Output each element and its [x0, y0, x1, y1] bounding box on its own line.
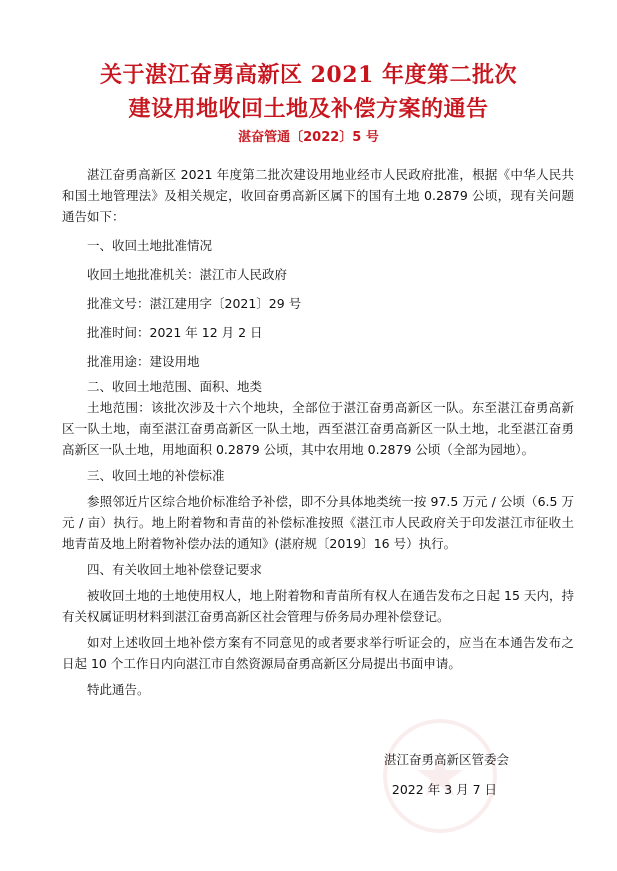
title-line-2: 建设用地收回土地及补偿方案的通告	[128, 96, 489, 122]
title-line-1: 关于湛江奋勇高新区 2021 年度第二批次	[99, 62, 518, 88]
document-number: 湛奋管通〔2022〕5 号	[238, 130, 379, 145]
section-4-heading: 四、有关收回土地补偿登记要求	[87, 562, 263, 577]
issuing-organization: 湛江奋勇高新区管委会	[383, 752, 509, 767]
section-3-body: 参照邻近片区综合地价标准给予补偿，即不分具体地类统一按 97.5 万元 / 公顷（6.5 万元 / 亩）执行。地上附着物和青苗的补偿标准按照《湛江市人民政府关于印发湛江市征收土地青苗及地上附着物补偿办法的通知》(湛府规〔2019〕16 号）执行。	[62, 494, 574, 551]
document-body	[62, 164, 574, 700]
approval-time: 批准时间：2021 年 12 月 2 日	[87, 325, 263, 340]
approval-authority: 收回土地批准机关：湛江市人民政府	[87, 267, 288, 282]
section-3-heading: 三、收回土地的补偿标准	[87, 468, 225, 483]
section-2-body: 土地范围：该批次涉及十六个地块，全部位于湛江奋勇高新区一队。东至湛江奋勇高新区一队土地，南至湛江奋勇高新区一队土地，西至湛江奋勇高新区一队土地，北至湛江奋勇高新区一队土地，用地面积 0.2879 公顷，其中农用地 0.2879 公顷（全部为园地）。	[62, 400, 574, 457]
closing-line: 特此通告。	[87, 682, 150, 697]
section-4-body-1: 被收回土地的土地使用权人，地上附着物和青苗所有权人在通告发布之日起 15 天内，持有关权属证明材料到湛江奋勇高新区社会管理与侨务局办理补偿登记。	[62, 588, 574, 624]
section-4-body-2: 如对上述收回土地补偿方案有不同意见的或者要求举行听证会的，应当在本通告发布之日起 10 个工作日内向湛江市自然资源局奋勇高新区分局提出书面申请。	[62, 635, 574, 671]
approval-use: 批准用途：建设用地	[87, 354, 200, 369]
signature-block	[384, 745, 509, 805]
section-2-heading: 二、收回土地范围、面积、地类	[87, 379, 263, 394]
section-1-heading: 一、收回土地批准情况	[87, 238, 213, 253]
approval-doc-number: 批准文号：湛江建用字〔2021〕29 号	[87, 296, 302, 311]
intro-paragraph: 湛江奋勇高新区 2021 年度第二批次建设用地业经市人民政府批准，根据《中华人民共和国土地管理法》及相关规定，收回奋勇高新区属下的国有土地 0.2879 公顷，现有关问题通告如下：	[62, 167, 574, 224]
issue-date: 2022 年 3 月 7 日	[391, 782, 497, 797]
